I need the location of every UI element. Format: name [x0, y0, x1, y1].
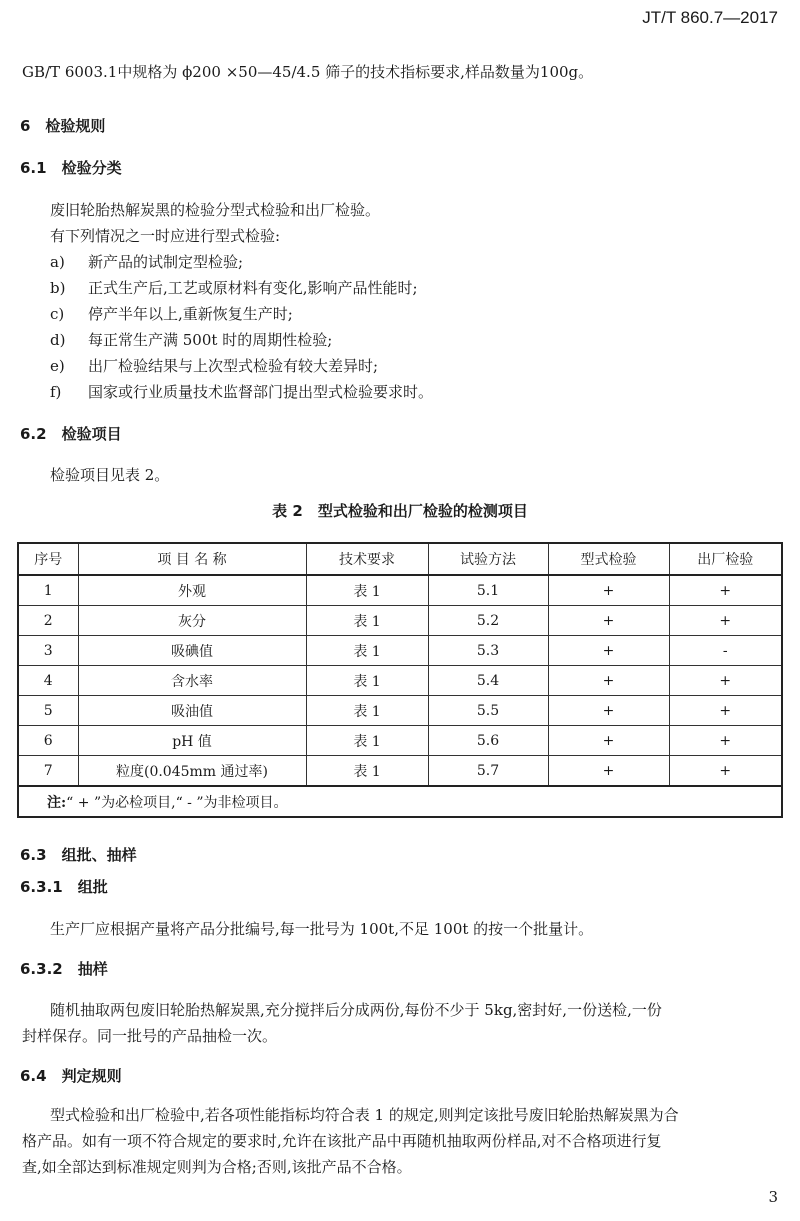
table-cell: -	[669, 636, 782, 666]
table-cell: +	[548, 666, 669, 696]
table-cell: +	[548, 696, 669, 726]
table-cell: pH 值	[78, 726, 306, 756]
table-note: 注:“ + ”为必检项目,“ - ”为非检项目。	[18, 786, 782, 817]
table-cell: 7	[18, 756, 78, 787]
table-cell: +	[669, 756, 782, 787]
table-cell: 5.2	[428, 606, 548, 636]
table-cell: +	[669, 575, 782, 606]
table-cell: +	[669, 726, 782, 756]
table-note-row	[18, 786, 782, 817]
standard-number: JT/T 860.7—2017	[642, 8, 778, 27]
paragraph: 检验项目见表 2。	[50, 466, 170, 484]
section-heading-6-1: 6.1 检验分类	[20, 159, 122, 177]
section-heading-6-3-2: 6.3.2 抽样	[20, 960, 108, 978]
table-header-row	[18, 543, 782, 575]
table-cell: 粒度(0.045mm 通过率)	[78, 756, 306, 787]
paragraph: 查,如全部达到标准规定则判为合格;否则,该批产品不合格。	[22, 1158, 412, 1176]
paragraph: 封样保存。同一批号的产品抽检一次。	[22, 1027, 278, 1045]
table-cell: 表 1	[306, 606, 428, 636]
table-caption: 表 2 型式检验和出厂检验的检测项目	[272, 502, 528, 520]
table-cell: 5.7	[428, 756, 548, 787]
table-cell: 表 1	[306, 756, 428, 787]
table-cell: 3	[18, 636, 78, 666]
page-number: 3	[768, 1188, 778, 1206]
table-cell: 5.5	[428, 696, 548, 726]
table-cell: 5.3	[428, 636, 548, 666]
column-header: 序号	[18, 543, 78, 575]
list-item: b) 正式生产后,工艺或原材料有变化,影响产品性能时;	[50, 279, 418, 297]
table-cell: 1	[18, 575, 78, 606]
column-header: 型式检验	[548, 543, 669, 575]
table-row	[18, 575, 782, 606]
list-item: d) 每正常生产满 500t 时的周期性检验;	[50, 331, 333, 349]
table-cell: 灰分	[78, 606, 306, 636]
section-heading-6: 6 检验规则	[20, 117, 106, 135]
table-cell: 6	[18, 726, 78, 756]
paragraph: 随机抽取两包废旧轮胎热解炭黑,充分搅拌后分成两份,每份不少于 5kg,密封好,一份送检,一份	[50, 1001, 662, 1019]
table-row	[18, 696, 782, 726]
table-row	[18, 666, 782, 696]
paragraph: 格产品。如有一项不符合规定的要求时,允许在该批产品中再随机抽取两份样品,对不合格项进行复	[22, 1132, 662, 1150]
table-cell: +	[669, 606, 782, 636]
table-cell: +	[548, 606, 669, 636]
table-cell: 含水率	[78, 666, 306, 696]
list-item: c) 停产半年以上,重新恢复生产时;	[50, 305, 293, 323]
column-header: 出厂检验	[669, 543, 782, 575]
table-cell: +	[669, 696, 782, 726]
table-cell: 4	[18, 666, 78, 696]
paragraph: 废旧轮胎热解炭黑的检验分型式检验和出厂检验。	[50, 201, 381, 219]
table-cell: +	[548, 726, 669, 756]
table-cell: +	[548, 636, 669, 666]
table-cell: 5.6	[428, 726, 548, 756]
table-row	[18, 726, 782, 756]
paragraph: 生产厂应根据产量将产品分批编号,每一批号为 100t,不足 100t 的按一个批量计。	[50, 920, 594, 938]
paragraph: GB/T 6003.1中规格为 ϕ200 ×50—45/4.5 筛子的技术指标要求,样品数量为100g。	[22, 63, 594, 81]
table-cell: +	[669, 666, 782, 696]
table-cell: 5	[18, 696, 78, 726]
table-cell: 表 1	[306, 636, 428, 666]
table-cell: 2	[18, 606, 78, 636]
table-cell: 吸碘值	[78, 636, 306, 666]
column-header: 项 目 名 称	[78, 543, 306, 575]
table-cell: 吸油值	[78, 696, 306, 726]
table-cell: 表 1	[306, 575, 428, 606]
table-row	[18, 606, 782, 636]
table-cell: 5.4	[428, 666, 548, 696]
list-item: a) 新产品的试制定型检验;	[50, 253, 244, 271]
paragraph: 型式检验和出厂检验中,若各项性能指标均符合表 1 的规定,则判定该批号废旧轮胎热解炭黑为合	[50, 1106, 679, 1124]
paragraph: 有下列情况之一时应进行型式检验:	[50, 227, 281, 245]
table-cell: 表 1	[306, 696, 428, 726]
list-item: e) 出厂检验结果与上次型式检验有较大差异时;	[50, 357, 379, 375]
table-cell: +	[548, 756, 669, 787]
list-item: f) 国家或行业质量技术监督部门提出型式检验要求时。	[50, 383, 434, 401]
section-heading-6-2: 6.2 检验项目	[20, 425, 122, 443]
section-heading-6-3-1: 6.3.1 组批	[20, 878, 108, 896]
table-cell: 外观	[78, 575, 306, 606]
table-cell: +	[548, 575, 669, 606]
column-header: 技术要求	[306, 543, 428, 575]
inspection-items-table	[17, 542, 783, 818]
table-cell: 表 1	[306, 726, 428, 756]
section-heading-6-3: 6.3 组批、抽样	[20, 846, 137, 864]
column-header: 试验方法	[428, 543, 548, 575]
section-heading-6-4: 6.4 判定规则	[20, 1067, 122, 1085]
table-cell: 表 1	[306, 666, 428, 696]
table-cell: 5.1	[428, 575, 548, 606]
table-row	[18, 636, 782, 666]
table-row	[18, 756, 782, 787]
